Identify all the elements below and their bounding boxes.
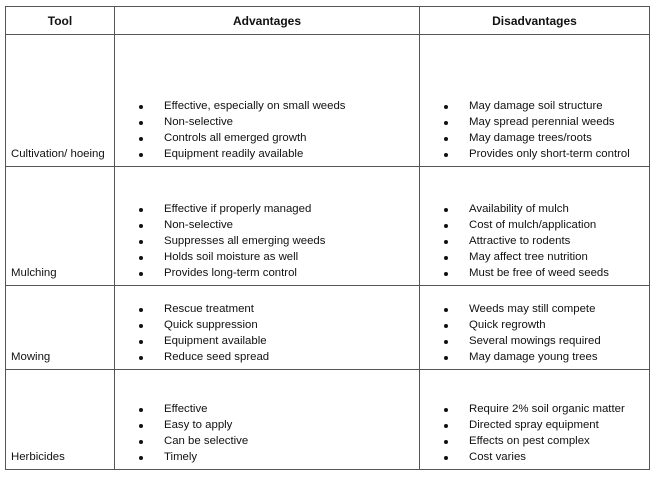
disadvantages-list (420, 401, 649, 465)
list-item: Quick regrowth (420, 317, 649, 333)
advantages-list (115, 98, 419, 162)
list-item: Holds soil moisture as well (115, 249, 419, 265)
weed-control-table (5, 6, 650, 470)
disadvantages-cell (420, 286, 650, 370)
list-item: Quick suppression (115, 317, 419, 333)
table-row-mowing (6, 286, 650, 370)
disadvantages-list (420, 201, 649, 281)
advantages-cell (115, 167, 420, 286)
advantages-list (115, 401, 419, 465)
advantages-cell (115, 286, 420, 370)
list-item: Equipment available (115, 333, 419, 349)
advantages-list (115, 201, 419, 281)
tool-name: Mowing (6, 286, 115, 370)
table-row-cultivation (6, 35, 650, 167)
list-item: Provides long-term control (115, 265, 419, 281)
list-item: May spread perennial weeds (420, 114, 649, 130)
disadvantages-cell (420, 35, 650, 167)
table-row-mulching (6, 167, 650, 286)
tool-name: Cultivation/ hoeing (6, 35, 115, 167)
tool-name: Mulching (6, 167, 115, 286)
list-item: Easy to apply (115, 417, 419, 433)
list-item: Require 2% soil organic matter (420, 401, 649, 417)
list-item: Effective if properly managed (115, 201, 419, 217)
list-item: Several mowings required (420, 333, 649, 349)
list-item: Effective, especially on small weeds (115, 98, 419, 114)
list-item: Effective (115, 401, 419, 417)
list-item: May damage trees/roots (420, 130, 649, 146)
list-item: Suppresses all emerging weeds (115, 233, 419, 249)
list-item: Directed spray equipment (420, 417, 649, 433)
list-item: Attractive to rodents (420, 233, 649, 249)
tool-name: Herbicides (6, 370, 115, 470)
list-item: Timely (115, 449, 419, 465)
advantages-cell (115, 370, 420, 470)
disadvantages-list (420, 301, 649, 365)
list-item: Rescue treatment (115, 301, 419, 317)
list-item: May damage young trees (420, 349, 649, 365)
list-item: Must be free of weed seeds (420, 265, 649, 281)
list-item: Can be selective (115, 433, 419, 449)
list-item: Reduce seed spread (115, 349, 419, 365)
list-item: Cost of mulch/application (420, 217, 649, 233)
disadvantages-list (420, 98, 649, 162)
header-row (6, 7, 650, 35)
list-item: Equipment readily available (115, 146, 419, 162)
header-disadvantages: Disadvantages (420, 7, 650, 35)
advantages-cell (115, 35, 420, 167)
list-item: Controls all emerged growth (115, 130, 419, 146)
table-row-herbicides (6, 370, 650, 470)
header-tool: Tool (6, 7, 115, 35)
list-item: Non-selective (115, 217, 419, 233)
disadvantages-cell (420, 167, 650, 286)
list-item: May affect tree nutrition (420, 249, 649, 265)
list-item: Weeds may still compete (420, 301, 649, 317)
advantages-list (115, 301, 419, 365)
list-item: Effects on pest complex (420, 433, 649, 449)
list-item: Cost varies (420, 449, 649, 465)
list-item: Non-selective (115, 114, 419, 130)
list-item: May damage soil structure (420, 98, 649, 114)
disadvantages-cell (420, 370, 650, 470)
list-item: Provides only short-term control (420, 146, 649, 162)
header-advantages: Advantages (115, 7, 420, 35)
list-item: Availability of mulch (420, 201, 649, 217)
